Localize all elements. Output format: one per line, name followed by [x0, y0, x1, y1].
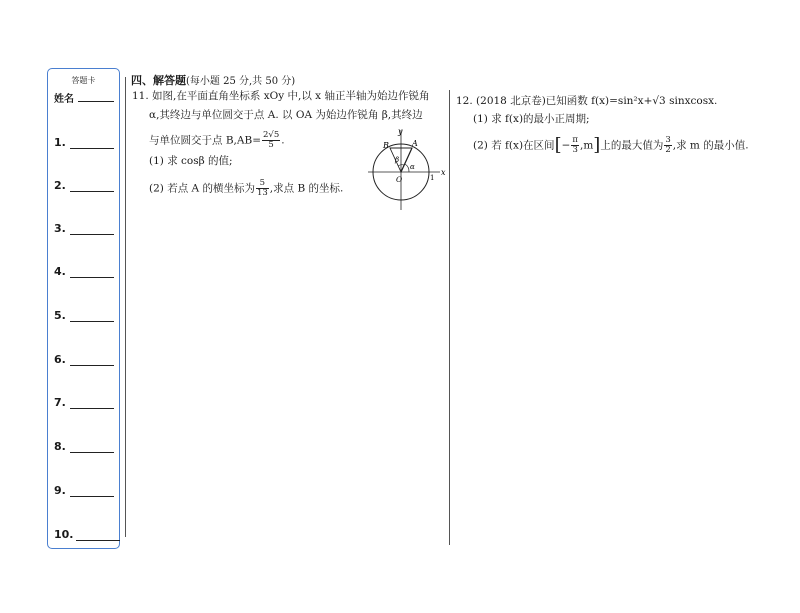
- q11-line3-prefix: 与单位圆交于点 B,AB=: [149, 134, 261, 147]
- answer-number: 8.: [54, 440, 66, 453]
- answer-number: 7.: [54, 396, 66, 409]
- q11-part2-prefix: (2) 若点 A 的横坐标为: [149, 182, 255, 195]
- q12-part1: (1) 求 f(x)的最小正周期;: [473, 113, 590, 125]
- section-heading: 四、解答题: [131, 74, 186, 87]
- x-label: x: [441, 168, 446, 177]
- answer-number: 10.: [54, 528, 74, 541]
- answer-blank[interactable]: [76, 540, 120, 541]
- answer-number: 1.: [54, 136, 66, 149]
- q11-line1: 11. 如图,在平面直角坐标系 xOy 中,以 x 轴正半轴为始边作锐角: [132, 90, 430, 102]
- y-label: y: [398, 127, 403, 136]
- beta-label: β: [395, 156, 400, 164]
- fraction-numerator: 2√5: [263, 130, 280, 140]
- fraction-denominator: 3: [572, 145, 578, 155]
- interval-minus: −: [561, 139, 571, 152]
- fraction-numerator: 5: [256, 179, 269, 189]
- fraction-denominator: 13: [256, 188, 268, 198]
- fraction-numerator: 3: [665, 135, 671, 145]
- fraction: [262, 131, 280, 150]
- q11-part2: [149, 179, 343, 198]
- fraction-denominator: 2: [665, 145, 671, 155]
- q12-part2-prefix: (2) 若 f(x)在区间: [473, 139, 555, 152]
- answer-blank[interactable]: [70, 365, 114, 366]
- q12-line1: 12. (2018 北京卷)已知函数 f(x)=sin²x+√3 sinxcosx.: [456, 95, 718, 107]
- q12-part2-suffix: ,求 m 的最小值.: [672, 139, 749, 152]
- fraction: [664, 136, 671, 155]
- fraction-numerator: π: [572, 135, 578, 145]
- right-bracket: ]: [593, 134, 601, 156]
- answer-blank[interactable]: [70, 277, 114, 278]
- answer-number: 6.: [54, 353, 66, 366]
- fraction: [256, 179, 269, 198]
- q11-line3-suffix: .: [281, 134, 285, 147]
- fraction: [571, 136, 579, 155]
- q11-line2: α,其终边与单位圆交于点 A. 以 OA 为始边作锐角 β,其终边: [149, 109, 423, 121]
- column-divider-left: [125, 77, 126, 537]
- section-title: [131, 72, 295, 88]
- answer-blank[interactable]: [70, 148, 114, 149]
- fraction-denominator: 5: [268, 140, 274, 150]
- answer-blank[interactable]: [70, 321, 114, 322]
- q12-part2: [473, 136, 749, 155]
- answer-blank[interactable]: [70, 234, 114, 235]
- answer-blank[interactable]: [70, 496, 114, 497]
- alpha-label: α: [410, 163, 415, 171]
- point-B-label: B: [383, 141, 389, 150]
- answer-number: 5.: [54, 309, 66, 322]
- unit-one-label: 1: [430, 174, 435, 182]
- answer-number: 3.: [54, 222, 66, 235]
- q12-part2-mid: 上的最大值为: [600, 139, 664, 152]
- answer-number: 4.: [54, 265, 66, 278]
- interval-end: ,m: [580, 139, 594, 152]
- answer-card: [47, 68, 120, 549]
- name-label: 姓名: [54, 94, 74, 105]
- origin-label: O: [396, 175, 403, 184]
- section-note: (每小题 25 分,共 50 分): [186, 76, 296, 87]
- answer-blank[interactable]: [70, 408, 114, 409]
- unit-circle-figure: [368, 124, 448, 214]
- q11-part2-suffix: ,求点 B 的坐标.: [269, 182, 344, 195]
- q11-part1: (1) 求 cosβ 的值;: [149, 155, 233, 167]
- answer-number: 2.: [54, 179, 66, 192]
- alpha-arc: [405, 164, 409, 172]
- point-A-label: A: [412, 139, 418, 148]
- name-input-line[interactable]: [78, 101, 114, 102]
- column-divider-middle: [449, 90, 450, 545]
- card-title: 答题卡: [71, 76, 96, 85]
- answer-blank[interactable]: [70, 191, 114, 192]
- answer-number: 9.: [54, 484, 66, 497]
- left-bracket: [: [554, 134, 562, 156]
- q11-line3: [149, 131, 285, 150]
- answer-blank[interactable]: [70, 452, 114, 453]
